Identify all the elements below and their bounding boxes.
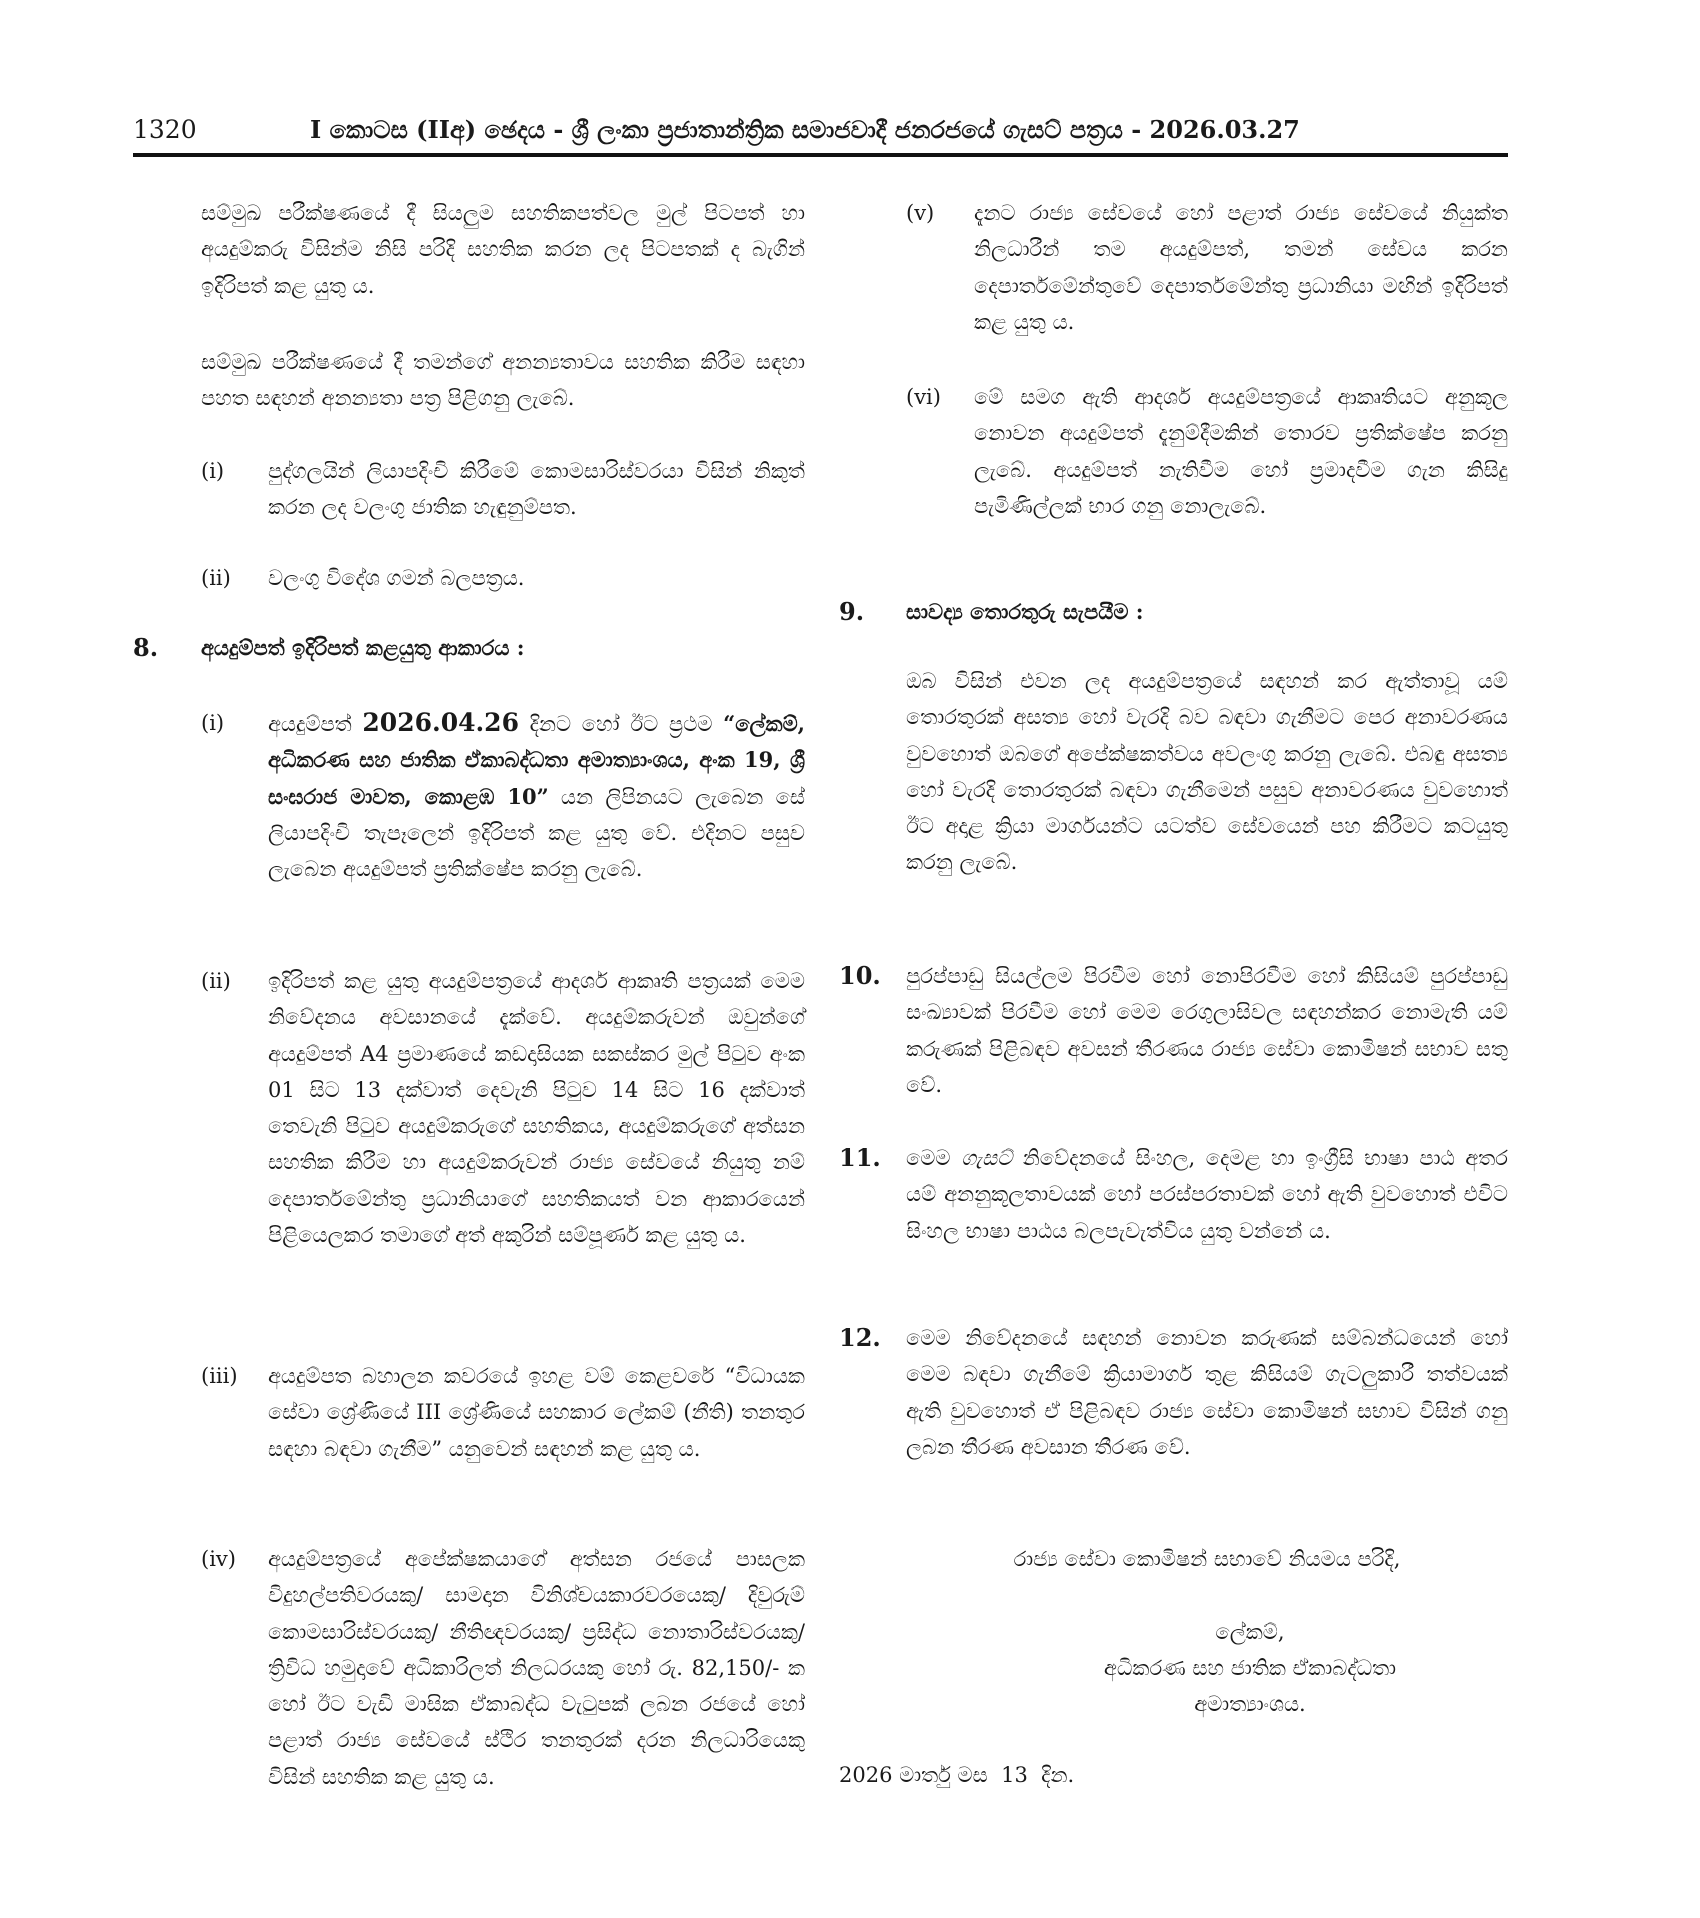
id-item-nic: පුද්ගලයින් ලියාපදිංචි කිරීමේ කොමසාරිස්වරයා විසින් නිකුත් කරන ලද වලංගු ජාතික හැඳුනුම්පත. [268,459,805,520]
paragraph-false-info: ඔබ විසින් එවන ලද අයදුම්පත්‍රයේ සඳහන් කර ඇත්තාවූ යම් තොරතුරක් අසත්‍ය හෝ වැරදි බව බඳවා ගැනීමට පෙර අනාවරණය වුවහොත් ඔබගේ අපේක්ෂකත්වය අවලංගු කරනු ලැබේ. එබඳු අසත්‍ය හෝ වැරදි තොරතුරක් බඳවා ගැනීමෙන් පසුව අනාවරණය වුවහොත් ඊට අදාළ ක්‍රියා මාර්ගයන්ට යටත්ව සේවයෙන් පහ කිරීමට කටයුතු කරනු ලැබේ. [906,669,1508,875]
paragraph-language [906,1140,1508,1249]
section-number: 9. [839,597,865,626]
submission-item-format: ඉදිරිපත් කළ යුතු අයදුම්පත්‍රයේ ආදර්ශ ආකෘති පත්‍රයක් මෙම නිවේදනය අවසානයේ දැක්වේ. අයදුම්කරුවන් ඔවුන්ගේ අයදුම්පත් A4 ප්‍රමාණයේ කඩදාසියක සකස්කර මුල් පිටුව අංක 01 සිට 13 දක්වාත් දෙවැනි පිටුව 14 සිට 16 දක්වාත් තෙවැනි පිටුව අයදුම්කරුගේ සහතිකය, අයදුම්කරුගේ අත්සන සහතික කිරීම හා අයදුම්කරුවන් රාජ්‍ය සේවයේ නියුතු නම් දෙපාර්තමේන්තු ප්‍රධානියාගේ සහතිකයත් වන ආකාරයෙන් පිළියෙලකර තමාගේ අත් අකුරින් සම්පූර්ණ කළ යුතු ය. [268,969,805,1248]
paragraph-final-decision: මෙම නිවේදනයේ සඳහන් නොවන කරුණක් සම්බන්ධයෙන් හෝ මෙම බඳවා ගැනීමේ ක්‍රියාමාර්ග තුළ කිසියම් ගැටලුකාරී තත්වයක් ඇති වුවහොත් ඒ පිළිබඳව රාජ්‍ය සේවා කොමිෂන් සභාව විසින් ගනු ලබන තීරණ අවසාන තීරණ වේ. [906,1326,1508,1459]
section-heading: අයදුම්පත් ඉදිරිපත් කළයුතු ආකාරය : [201,635,525,660]
page-number: 1320 [133,115,197,144]
item-number: (v) [906,201,935,225]
signatory-title: ලේකම්, [1215,1620,1285,1644]
submission-item-attestation: අයදුම්පත්‍රයේ අපේක්ෂකයාගේ අත්සන රජයේ පාසලක විදුහල්පතිවරයකු/ සාමදාන විනිශ්චයකාරවරයෙකු/ දිවුරුම් කොමසාරිස්වරයකු/ නීතිඥවරයකු/ ප්‍රසිද්ධ නොතාරිස්වරයකු/ ත්‍රිවිධ හමුදාවේ අධිකාරිලත් නිලධරයකු හෝ රු. 82,150/- ක හෝ ඊට වැඩි මාසික ඒකාබද්ධ වැටුපක් ලබන රජයේ හෝ පළාත් රාජ්‍ය සේවයේ ස්ථිර තනතුරක් දරන නිලධාරියෙකු විසින් සහතික කළ යුතු ය. [268,1547,805,1789]
section-number: 11. [839,1143,881,1172]
paragraph-vacancies: පුරප්පාඩු සියල්ලම පිරවීම හෝ නොපිරවීම හෝ කිසියම් පුරප්පාඩු සංඛ්‍යාවක් පිරවීම හෝ මෙම රෙගුලාසිවල සඳහන්කර නොමැති යම් කරුණක් පිළිබඳව අවසන් තීරණය රාජ්‍ය සේවා කොමිෂන් සභාව සතු වේ. [906,964,1508,1097]
id-item-passport: වලංගු විදේශ ගමන් බලපත්‍රය. [268,566,525,590]
text: දිනට හෝ ඊට ප්‍රථම [518,712,724,736]
item-number: (iii) [201,1364,238,1388]
deadline-date: 2026.04.26 [362,708,519,737]
postal-address: “ලේකම්, අධිකරණ සහ ජාතික ඒකාබද්ධතා අමාත්‍යාංශය, අංක 19, ශ්‍රී සංඝරාජ මාවත, කොළඹ 10” [268,711,805,809]
item-number: (iv) [201,1547,236,1571]
item-number: (vi) [906,385,941,409]
section-number: 10. [839,961,881,990]
section-number: 8. [133,633,159,662]
paragraph-certificates: සම්මුඛ පරීක්ෂණයේ දී සියලුම සහතිකපත්වල මුල් පිටපත් හා අයදුම්කරු විසින්ම නිසි පරිදි සහතික කරන ලද පිටපතක් ද බැගින් ඉදිරිපත් කළ යුතු ය. [201,201,805,298]
submission-item-envelope: අයදුම්පත බහාලන කවරයේ ඉහළ වම් කෙළවරේ “විධායක සේවා ශ්‍රේණියේ III ශ්‍රේණියේ සහකාර ලේකම් (නීති) තනතුර සඳහා බඳවා ගැනීම” යනුවෙන් සඳහන් කළ යුතු ය. [268,1364,805,1461]
text: අයදුම්පත් [268,712,363,736]
section-number: 12. [839,1323,881,1352]
text: ගැසට් [961,1146,1013,1170]
signatory-ministry-suffix: අමාත්‍යාංශය. [1194,1692,1306,1716]
signatory-ministry: අධිකරණ සහ ජාතික ඒකාබද්ධතා [1103,1656,1397,1680]
submission-item-address [268,705,805,887]
item-number: (i) [201,459,225,483]
gazette-title: I කොටස (IIඅ) ඡෙදය - ශ්‍රී ලංකා ප්‍රජාතාන්ත්‍රික සමාජවාදී ජනරජයේ ගැසට් පත්‍රය - 2026.03.27 [310,115,1300,144]
item-number: (i) [201,711,225,735]
section-heading: සාවද්‍ය තොරතුරු සැපයීම : [906,599,1144,624]
text: යන ලිපිනයට ලැබෙන සේ ලියාපදිංචි තැපෑලෙන් ඉදිරිපත් කළ යුතු වේ. එදිනට පසුව ලැබෙන අයදුම්පත් ප්‍රතික්ෂේප කරනු ලැබේ. [268,784,805,882]
paragraph-identity: සම්මුඛ පරීක්ෂණයේ දී තමන්ගේ අනන්‍යතාවය සහතික කිරීම සඳහා පහත සඳහන් අනන්‍යතා පත්‍ර පිළිගනු ලැබේ. [201,350,805,411]
item-public-servants: දැනට රාජ්‍ය සේවයේ හෝ පළාත් රාජ්‍ය සේවයේ නියුක්ත නිලධාරීන් තම අයදුම්පත්, තමන් සේවය කරන දෙපාර්තමේන්තුවේ දෙපාර්තමේන්තු ප්‍රධානියා මඟින් ඉදිරිපත් කළ යුතු ය. [974,201,1508,334]
item-rejection: මේ සමග ඇති ආදර්ශ අයදුම්පත්‍රයේ ආකෘතියට අනුකූල නොවන අයදුම්පත් දැනුම්දීමකින් තොරව ප්‍රතික්ෂේප කරනු ලැබේ. අයදුම්පත් නැතිවීම හෝ ප්‍රමාදවීම ගැන කිසිදු පැමිණිල්ලක් භාර ගනු නොලැබේ. [974,385,1508,518]
notice-date: 2026 මාර්තු මස 13 දින. [839,1763,1075,1787]
header-rule [133,153,1508,157]
text: මෙම [906,1146,962,1170]
closing-order: රාජ්‍ය සේවා කොමිෂන් සභාවේ නියමය පරිදි, [1013,1547,1401,1571]
text: නිවේදනයේ සිංහල, දෙමළ හා ඉංග්‍රීසි භාෂා පාඨ අතර යම් අනනුකූලතාවයක් හෝ පරස්පරතාවක් හෝ ඇති වුවහොත් එවිට සිංහල භාෂා පාඨය බලපැවැත්විය යුතු වන්නේ ය. [906,1146,1508,1243]
item-number: (ii) [201,969,231,993]
item-number: (ii) [201,566,231,590]
